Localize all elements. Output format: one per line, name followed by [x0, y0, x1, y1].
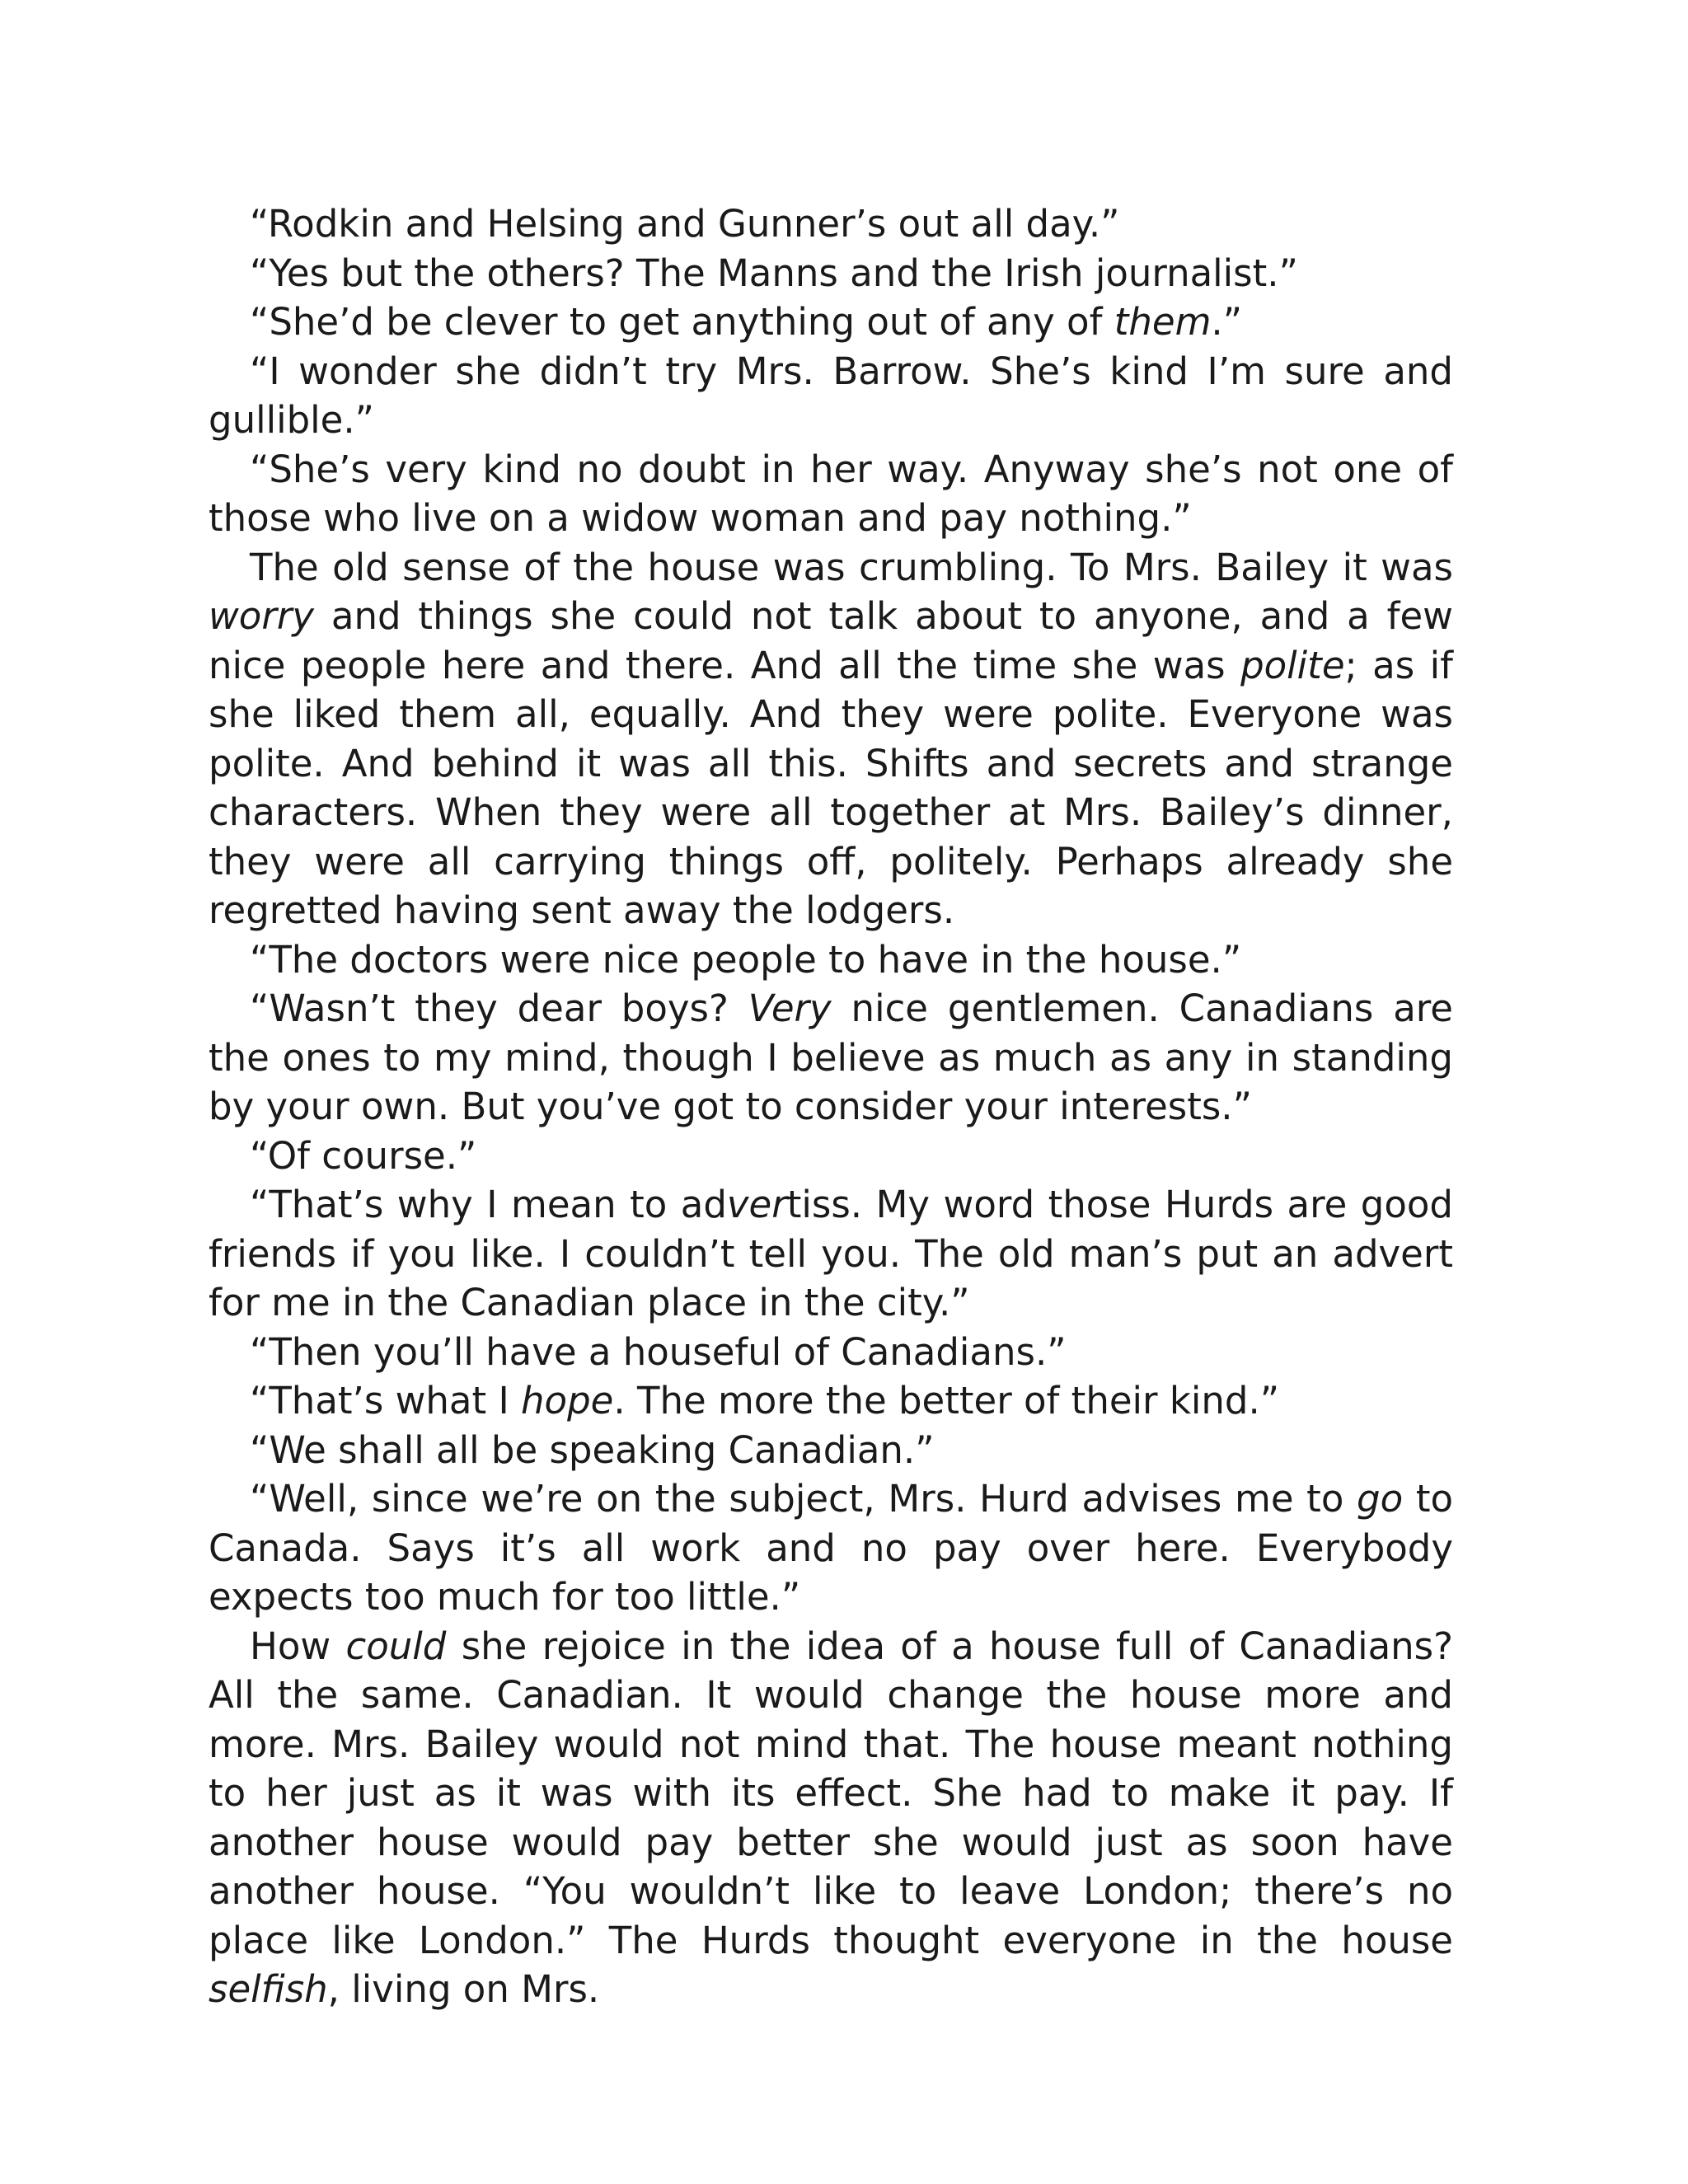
paragraph-text: nice gentlemen. Canadians are the ones to my mind, though I believe as much as any in standing by your own. But you’ve got to consider your interests.”	[209, 987, 1453, 1128]
paragraph-text: “We shall all be speaking Canadian.”	[250, 1427, 935, 1472]
paragraph-text: “That’s why I mean to ad	[250, 1183, 727, 1226]
paragraph-text: “Of course.”	[250, 1133, 477, 1178]
paragraph-text: tiss. My word those Hurds are good friends if you like. I couldn’t tell you. The old man’s put an advert for me in the Canadian place in the city.”	[209, 1183, 1453, 1324]
paragraph-text: “She’s very kind no doubt in her way. Anyway she’s not one of those who live on a widow woman and pay nothing.”	[209, 447, 1453, 540]
paragraph-text: “The doctors were nice people to have in the house.”	[250, 937, 1242, 982]
paragraph-text: ; as if she liked them all, equally. And they were polite. Everyone was polite. And behind it was all this. Shifts and secrets and strange characters. When they were all together at Mrs. Bailey’s dinner, they were all carrying things off, politely. Perhaps already she regretted having sent away the lodgers.	[209, 643, 1453, 932]
paragraph	[209, 249, 1453, 298]
emphasis-text: polite	[1240, 643, 1345, 687]
paragraph-text: and things she could not talk about to anyone, and a few nice people here and there. And all the time she was	[209, 594, 1453, 687]
paragraph-text: “Well, since we’re on the subject, Mrs. Hurd advises me to	[250, 1477, 1357, 1521]
emphasis-text: ver	[726, 1183, 787, 1226]
paragraph-text: “Yes but the others? The Manns and the Irish journalist.”	[250, 251, 1298, 295]
body-text	[209, 199, 1453, 2014]
emphasis-text: worry	[209, 594, 314, 638]
paragraph	[209, 298, 1453, 347]
paragraph-text: she rejoice in the idea of a house full of Canadians? All the same. Canadian. It would change the house more and more. Mrs. Bailey would not mind that. The house meant nothing to her just as it was with its effect. She had to make it pay. If another house would pay better she would just as soon have another house. “You wouldn’t like to leave London; there’s no place like London.” The Hurds thought everyone in the house	[209, 1624, 1454, 1962]
paragraph	[209, 1376, 1453, 1426]
paragraph-text: “That’s what I	[250, 1379, 522, 1422]
paragraph-text: The old sense of the house was crumbling. To Mrs. Bailey it was	[250, 545, 1453, 589]
paragraph-text: to Canada. Says it’s all work and no pay over here. Everybody expects too much for too little.”	[209, 1477, 1453, 1619]
paragraph	[209, 347, 1453, 445]
paragraph-text: How	[250, 1624, 346, 1668]
paragraph	[209, 984, 1453, 1132]
paragraph-text: “I wonder she didn’t try Mrs. Barrow. She’s kind I’m sure and gullible.”	[209, 349, 1453, 442]
paragraph	[209, 445, 1453, 543]
paragraph	[209, 935, 1453, 985]
paragraph-text: “Rodkin and Helsing and Gunner’s out all day.”	[250, 202, 1120, 246]
paragraph	[209, 1328, 1453, 1377]
paragraph	[209, 1180, 1453, 1328]
paragraph-text: “Wasn’t they dear boys?	[250, 987, 748, 1030]
emphasis-text: hope	[521, 1379, 614, 1422]
paragraph	[209, 1622, 1453, 2014]
paragraph-text: . The more the better of their kind.”	[613, 1379, 1280, 1422]
paragraph	[209, 199, 1453, 249]
paragraph-text: “She’d be clever to get anything out of any of	[250, 300, 1114, 344]
emphasis-text: go	[1357, 1477, 1404, 1521]
paragraph	[209, 1474, 1453, 1622]
emphasis-text: them	[1114, 300, 1212, 344]
paragraph-text: “Then you’ll have a houseful of Canadians.”	[250, 1329, 1067, 1374]
paragraph-text: .”	[1211, 300, 1243, 344]
emphasis-text: selfish	[209, 1967, 328, 2011]
emphasis-text: Very	[748, 987, 832, 1030]
paragraph	[209, 1426, 1453, 1475]
paragraph	[209, 1132, 1453, 1181]
emphasis-text: could	[345, 1624, 447, 1668]
paragraph-text: , living on Mrs.	[327, 1967, 600, 2011]
paragraph	[209, 543, 1453, 935]
